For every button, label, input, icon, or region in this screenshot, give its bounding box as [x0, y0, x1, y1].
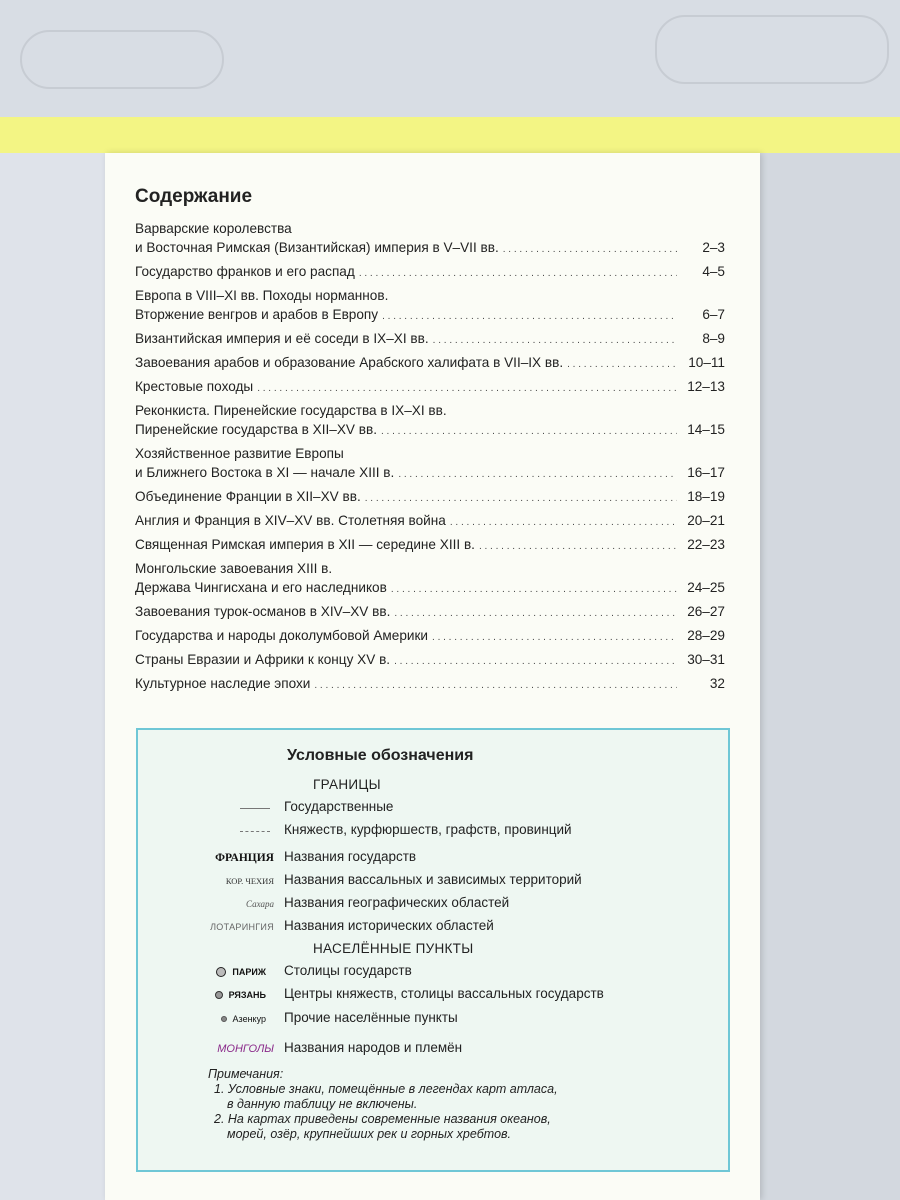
toc-entry [135, 286, 725, 326]
toc-dot-leader [382, 305, 677, 326]
capital-symbol-label: ПАРИЖ [232, 967, 266, 977]
toc-entry [135, 353, 725, 374]
capital-dot-icon [216, 967, 226, 977]
toc-dot-leader [391, 578, 677, 599]
toc-entry-title: Страны Евразии и Африки к концу XV в. [135, 652, 391, 667]
toc-entry [135, 487, 725, 508]
toc-entry-title: Варварские королевства [135, 221, 292, 236]
legend-row-people [138, 1039, 728, 1059]
vassal-name-symbol: КОР. ЧЕХИЯ [225, 876, 274, 886]
toc-entry [135, 650, 725, 671]
toc-page-number: 22–23 [687, 537, 725, 552]
toc-entry [135, 377, 725, 398]
toc-entry-title: Завоевания турок-османов в XIV–XV вв. [135, 604, 391, 619]
toc-page-number: 2–3 [702, 240, 725, 255]
toc-entry [135, 674, 725, 695]
geo-name-symbol: Сахара [246, 899, 274, 909]
toc-page-number: 6–7 [702, 307, 725, 322]
other-dot-icon [221, 1016, 227, 1022]
toc-entry-title: Государства и народы доколумбовой Америки [135, 628, 429, 643]
toc-dot-leader [394, 650, 677, 671]
toc-entry-title: Священная Римская империя в XII — середине XIII в. [135, 537, 475, 552]
toc-entry-title: Европа в VIII–XI вв. Походы норманнов. [135, 288, 389, 303]
note-1-line-1: 1. Условные знаки, помещённые в легендах карт атласа, [214, 1082, 558, 1096]
other-symbol-label: Азенкур [232, 1014, 266, 1024]
toc-entry [135, 559, 725, 599]
legend-row-geo [138, 894, 728, 914]
toc-dot-leader [394, 602, 677, 623]
toc-entry [135, 602, 725, 623]
legend-desc: Прочие населённые пункты [284, 1010, 458, 1025]
legend-row-states [138, 848, 728, 868]
toc-dot-leader [359, 262, 677, 283]
principality-border-symbol [138, 821, 274, 841]
background-shape [20, 30, 224, 89]
toc-page-number: 28–29 [687, 628, 725, 643]
toc-list [135, 219, 725, 698]
legend-desc: Названия географических областей [284, 895, 510, 910]
toc-entry-title: Хозяйственное развитие Европы [135, 446, 344, 461]
toc-entry-title: Англия и Франция в XIV–XV вв. Столетняя война [135, 513, 446, 528]
toc-dot-leader [365, 487, 677, 508]
background-right [760, 153, 900, 1200]
toc-title: Содержание [135, 186, 253, 207]
legend-desc: Названия народов и племён [284, 1040, 463, 1055]
toc-entry [135, 511, 725, 532]
center-dot-icon [215, 991, 223, 999]
legend-box [136, 728, 730, 1172]
state-border-symbol [138, 798, 274, 818]
toc-dot-leader [381, 420, 677, 441]
center-symbol-label: РЯЗАНЬ [228, 990, 266, 1000]
legend-section-borders: ГРАНИЦЫ [313, 777, 381, 792]
legend-row-other [138, 1009, 728, 1029]
toc-dot-leader [450, 511, 677, 532]
toc-entry-title: Пиренейские государства в XII–XV вв. [135, 422, 377, 437]
toc-entry [135, 401, 725, 441]
toc-page-number: 20–21 [687, 513, 725, 528]
toc-page-number: 14–15 [687, 422, 725, 437]
toc-page-number: 16–17 [687, 465, 725, 480]
toc-entry-title: Культурное наследие эпохи [135, 676, 311, 691]
toc-page-number: 26–27 [687, 604, 725, 619]
country-name-symbol: ФРАНЦИЯ [215, 852, 274, 864]
toc-dot-leader [314, 674, 677, 695]
legend-notes [208, 1067, 558, 1142]
toc-page-number: 24–25 [687, 580, 725, 595]
legend-desc: Центры княжеств, столицы вассальных государств [284, 986, 604, 1001]
toc-entry [135, 219, 725, 259]
legend-desc: Названия государств [284, 849, 417, 864]
toc-entry-title: и Ближнего Востока в XI — начале XIII в. [135, 465, 395, 480]
toc-entry-title: Реконкиста. Пиренейские государства в IX–XI вв. [135, 403, 447, 418]
toc-entry [135, 329, 725, 350]
legend-row-vassal [138, 871, 728, 891]
toc-entry-title: Вторжение венгров и арабов в Европу [135, 307, 379, 322]
legend-row-center [138, 985, 728, 1005]
note-2-line-2: морей, озёр, крупнейших рек и горных хребтов. [227, 1127, 512, 1141]
toc-entry [135, 535, 725, 556]
toc-page-number: 30–31 [687, 652, 725, 667]
toc-dot-leader [503, 238, 677, 259]
toc-page-number: 10–11 [688, 355, 725, 370]
background-left [0, 153, 105, 1200]
toc-entry-title: Государство франков и его распад [135, 264, 355, 279]
hist-name-symbol: ЛОТАРИНГИЯ [210, 922, 274, 932]
legend-row-capital [138, 962, 728, 982]
legend-section-settlements: НАСЕЛЁННЫЕ ПУНКТЫ [313, 941, 474, 956]
legend-row-principality-border [138, 821, 728, 841]
background-yellow-band [0, 117, 900, 153]
toc-page-number: 12–13 [687, 379, 725, 394]
toc-dot-leader [398, 463, 677, 484]
legend-row-state-border [138, 798, 728, 818]
toc-entry [135, 626, 725, 647]
toc-entry [135, 444, 725, 484]
toc-entry [135, 262, 725, 283]
toc-entry-title: Византийская империя и её соседи в IX–XI вв. [135, 331, 429, 346]
legend-desc: Государственные [284, 799, 394, 814]
toc-dot-leader [433, 329, 677, 350]
toc-page-number: 32 [709, 676, 725, 691]
note-1-line-2: в данную таблицу не включены. [227, 1097, 418, 1111]
legend-desc: Названия исторических областей [284, 918, 494, 933]
toc-entry-title: Крестовые походы [135, 379, 254, 394]
toc-dot-leader [479, 535, 677, 556]
toc-page-number: 18–19 [687, 489, 725, 504]
toc-entry-title: и Восточная Римская (Византийская) империя в V–VII вв. [135, 240, 499, 255]
legend-title: Условные обозначения [287, 747, 474, 764]
toc-dot-leader [567, 353, 677, 374]
background-shape [655, 15, 889, 84]
toc-page-number: 8–9 [702, 331, 725, 346]
toc-dot-leader [432, 626, 677, 647]
notes-title: Примечания: [208, 1067, 284, 1081]
background-top [0, 0, 900, 120]
note-2-line-1: 2. На картах приведены современные названия океанов, [214, 1112, 551, 1126]
toc-entry-title: Объединение Франции в XII–XV вв. [135, 489, 361, 504]
toc-page-number: 4–5 [702, 264, 725, 279]
legend-row-hist [138, 917, 728, 937]
contents-page [105, 153, 760, 1200]
toc-entry-title: Монгольские завоевания XIII в. [135, 561, 333, 576]
toc-dot-leader [257, 377, 677, 398]
people-name-symbol: МОНГОЛЫ [217, 1043, 274, 1055]
legend-desc: Столицы государств [284, 963, 412, 978]
legend-desc: Названия вассальных и зависимых территорий [284, 872, 582, 887]
legend-desc: Княжеств, курфюршеств, графств, провинций [284, 822, 572, 837]
toc-entry-title: Завоевания арабов и образование Арабского халифата в VII–IX вв. [135, 355, 564, 370]
toc-entry-title: Держава Чингисхана и его наследников [135, 580, 387, 595]
